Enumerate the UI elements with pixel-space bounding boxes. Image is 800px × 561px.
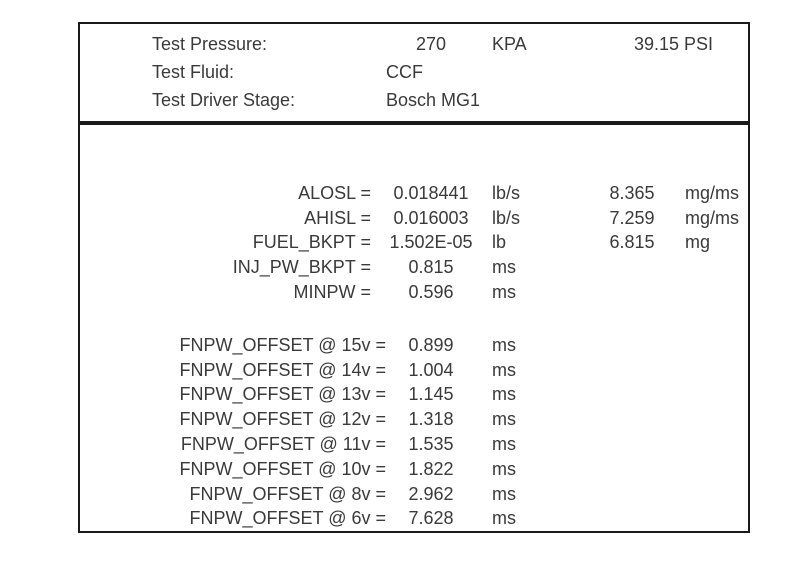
fnpw-offset-13v-row [80, 383, 748, 408]
ahisl-metric-value: 7.259 [609, 207, 655, 228]
fnpw-offset-8v-label: FNPW_OFFSET @ 8v = [189, 483, 386, 504]
fnpw-offset-12v-row [80, 407, 748, 432]
fnpw-offset-11v-row [80, 432, 748, 457]
fnpw-offset-8v-value: 2.962 [408, 483, 454, 504]
fnpw-offset-10v-row [80, 457, 748, 482]
fnpw-offset-15v-unit: ms [492, 334, 516, 355]
fuel-bkpt-value: 1.502E-05 [389, 232, 473, 253]
minpw-label: MINPW = [293, 282, 371, 303]
fnpw-offset-12v-label: FNPW_OFFSET @ 12v = [179, 409, 386, 430]
fnpw-offset-14v-unit: ms [492, 359, 516, 380]
fnpw-offset-10v-value: 1.822 [408, 458, 454, 479]
test-driver-stage-label: Test Driver Stage: [152, 89, 296, 110]
alosl-metric-value: 8.365 [609, 182, 655, 203]
fnpw-offset-8v-unit: ms [492, 483, 516, 504]
test-fluid-value: CCF [386, 61, 423, 82]
test-fluid-row [80, 58, 748, 86]
test-pressure-label: Test Pressure: [152, 33, 268, 54]
fuel-bkpt-label: FUEL_BKPT = [252, 232, 371, 253]
fnpw-offset-13v-label: FNPW_OFFSET @ 13v = [179, 384, 386, 405]
alosl-label: ALOSL = [298, 182, 371, 203]
inj-pw-bkpt-value: 0.815 [408, 257, 454, 278]
ahisl-row [80, 206, 748, 231]
fuel-bkpt-unit: lb [492, 232, 507, 253]
fnpw-offset-12v-unit: ms [492, 409, 516, 430]
ahisl-label: AHISL = [304, 207, 371, 228]
fnpw-offset-11v-label: FNPW_OFFSET @ 11v = [180, 434, 386, 455]
fnpw-offset-6v-label: FNPW_OFFSET @ 6v = [189, 508, 386, 529]
results-section [80, 181, 748, 531]
fuel-bkpt-metric-value: 6.815 [609, 232, 655, 253]
minpw-value: 0.596 [408, 282, 454, 303]
inj-pw-bkpt-label: INJ_PW_BKPT = [232, 257, 371, 278]
fnpw-offset-10v-unit: ms [492, 458, 516, 479]
fnpw-offset-11v-unit: ms [492, 434, 516, 455]
fnpw-offset-14v-value: 1.004 [408, 359, 454, 380]
fnpw-offset-6v-row [80, 507, 748, 532]
minpw-unit: ms [492, 282, 516, 303]
report-panel [78, 22, 750, 533]
fnpw-offset-15v-label: FNPW_OFFSET @ 15v = [179, 334, 386, 355]
fnpw-offset-14v-label: FNPW_OFFSET @ 14v = [179, 359, 386, 380]
test-driver-stage-value: Bosch MG1 [386, 89, 481, 110]
fnpw-offset-13v-value: 1.145 [408, 384, 454, 405]
inj-pw-bkpt-unit: ms [492, 257, 516, 278]
fnpw-offset-6v-value: 7.628 [408, 508, 454, 529]
alosl-row [80, 181, 748, 206]
fnpw-offset-14v-row [80, 358, 748, 383]
ahisl-metric-unit: mg/ms [685, 207, 739, 228]
ahisl-value: 0.016003 [393, 207, 469, 228]
fnpw-offset-6v-unit: ms [492, 508, 516, 529]
alosl-value: 0.018441 [393, 182, 469, 203]
test-pressure-value: 270 [415, 33, 447, 54]
fnpw-offset-13v-unit: ms [492, 384, 516, 405]
fuel-bkpt-metric-unit: mg [685, 232, 711, 253]
fnpw-offset-10v-label: FNPW_OFFSET @ 10v = [179, 458, 386, 479]
inj-pw-bkpt-row [80, 255, 748, 280]
alosl-unit: lb/s [492, 182, 521, 203]
fnpw-offset-8v-row [80, 482, 748, 507]
minpw-row [80, 280, 748, 305]
test-conditions-section [80, 24, 748, 121]
section-divider [80, 121, 748, 125]
fnpw-offset-15v-value: 0.899 [408, 334, 454, 355]
test-pressure-row [80, 30, 748, 58]
ahisl-unit: lb/s [492, 207, 521, 228]
fnpw-offset-11v-value: 1.535 [408, 434, 454, 455]
group-spacer [80, 305, 748, 333]
fuel-bkpt-row [80, 231, 748, 256]
test-fluid-label: Test Fluid: [152, 61, 235, 82]
test-pressure-unit: KPA [492, 33, 527, 54]
test-driver-stage-row [80, 86, 748, 114]
alosl-metric-unit: mg/ms [685, 182, 739, 203]
fnpw-offset-12v-value: 1.318 [408, 409, 454, 430]
test-pressure-psi-value: 39.15 PSI [633, 33, 713, 54]
fnpw-offset-15v-row [80, 333, 748, 358]
